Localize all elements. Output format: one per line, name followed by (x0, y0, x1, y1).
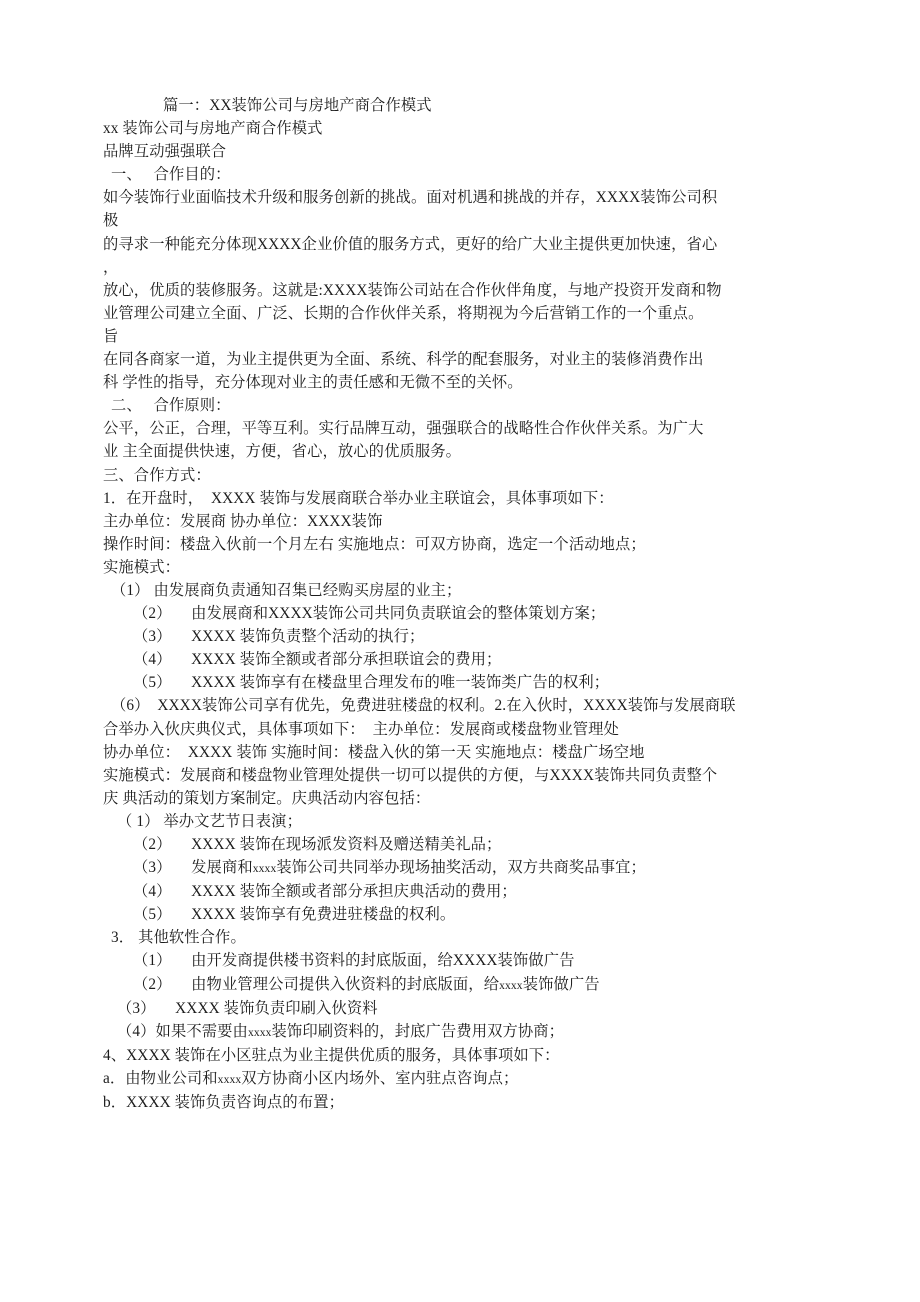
document-line: 合举办入伙庆典仪式，具体事项如下： 主办单位：发展商或楼盘物业管理处 (103, 720, 619, 738)
document-line: 操作时间：楼盘入伙前一个月左右 实施地点：可双方协商，选定一个活动地点； (103, 535, 646, 553)
document-line: 一、 合作目的： (111, 166, 231, 184)
document-line: （4） XXXX 装饰全额或者部分承担联谊会的费用； (133, 651, 502, 669)
document-line: （5） XXXX 装饰享有在楼盘里合理发布的唯一装饰类广告的权利； (133, 674, 610, 692)
document-line: （6） XXXX装饰公司享有优先，免费进驻楼盘的权利。2.在入伙时，XXXX装饰与发展商联 (111, 697, 736, 715)
document-line: 科 学性的指导，充分体现对业主的责任感和无微不至的关怀。 (103, 374, 523, 392)
document-line: （ 1） 举办文艺节日表演； (117, 812, 302, 830)
document-line: 公平，公正，合理，平等互利。实行品牌互动，强强联合的战略性合作伙伴关系。为广大 (103, 420, 704, 438)
document-line: （3） XXXX 装饰负责整个活动的执行； (133, 628, 425, 646)
document-line: 旨 (103, 327, 119, 345)
document-line: 主办单位：发展商 协办单位：XXXX装饰 (103, 512, 383, 530)
document-line: ， (103, 258, 119, 276)
document-line: （3） XXXX 装饰负责印刷入伙资料 (117, 999, 378, 1017)
redacted-company-token: xxxx (217, 1072, 242, 1086)
document-line: 业管理公司建立全面、广泛、长期的合作伙伴关系，将期视为今后营销工作的一个重点。 (103, 304, 704, 322)
document-line: （4）如果不需要由xxxx装饰印刷资料的，封底广告费用双方协商； (117, 1022, 565, 1040)
document-line: 3． 其他软性合作。 (111, 929, 246, 947)
document-line: a．由物业公司和xxxx双方协商小区内场外、室内驻点咨询点； (103, 1069, 519, 1087)
document-line: （2） 由发展商和XXXX装饰公司共同负责联谊会的整体策划方案； (133, 605, 606, 623)
document-text-body (103, 94, 819, 1114)
document-line: （2） XXXX 装饰在现场派发资料及赠送精美礼品； (133, 836, 502, 853)
document-line: 二、 合作原则： (111, 397, 231, 415)
document-line: 在同各商家一道，为业主提供更为全面、系统、科学的配套服务，对业主的装修消费作出 (103, 351, 704, 369)
document-line: （1） 由开发商提供楼书资料的封底版面，给XXXX装饰做广告 (133, 952, 575, 970)
document-line: b．XXXX 装饰负责咨询点的布置； (103, 1094, 345, 1112)
redacted-company-token: xxxx (499, 978, 523, 992)
document-line: 业 主全面提供快速，方便，省心，放心的优质服务。 (103, 443, 462, 461)
document-line: 如今装饰行业面临技术升级和服务创新的挑战。面对机遇和挑战的并存，XXXX装饰公司积 (103, 189, 718, 207)
document-line: 放心，优质的装修服务。这就是:XXXX装饰公司站在合作伙伴角度，与地产投资开发商和物 (103, 281, 722, 299)
document-line: 品牌互动强强联合 (103, 143, 227, 161)
document-line: 的寻求一种能充分体现XXXX企业价值的服务方式，更好的给广大业主提供更加快速，省心 (103, 235, 718, 253)
document-line: xx 装饰公司与房地产商合作模式 (103, 120, 323, 138)
document-line: （1） 由发展商负责通知召集已经购买房屋的业主； (111, 581, 462, 599)
document-line: （2） 由物业管理公司提供入伙资料的封底版面，给xxxx装饰做广告 (133, 975, 600, 993)
document-line: （4） XXXX 装饰全额或者部分承担庆典活动的费用； (133, 883, 517, 901)
document-line: 4、XXXX 装饰在小区驻点为业主提供优质的服务，具体事项如下： (103, 1046, 560, 1064)
document-line: 协办单位： XXXX 装饰 实施时间：楼盘入伙的第一天 实施地点：楼盘广场空地 (103, 743, 645, 761)
document-line: 三、合作方式： (103, 466, 211, 484)
document-line: 篇一：XX装饰公司与房地产商合作模式 (163, 97, 432, 114)
document-line: 实施模式： (103, 558, 180, 576)
document-line: 极 (103, 212, 119, 230)
redacted-company-token: xxxx (252, 862, 277, 876)
document-line: （5） XXXX 装饰享有免费进驻楼盘的权利。 (133, 906, 456, 924)
document-line: 实施模式：发展商和楼盘物业管理处提供一切可以提供的方便，与XXXX装饰共同负责整个 (103, 766, 718, 784)
document-line: 1．在开盘时， XXXX 装饰与发展商联合举办业主联谊会，具体事项如下： (103, 489, 614, 507)
document-line: （3） 发展商和xxxx装饰公司共同举办现场抽奖活动，双方共商奖品事宜； (133, 859, 646, 877)
document-line: 庆 典活动的策划方案制定。庆典活动内容包括： (103, 789, 431, 807)
redacted-company-token: xxxx (247, 1025, 272, 1039)
